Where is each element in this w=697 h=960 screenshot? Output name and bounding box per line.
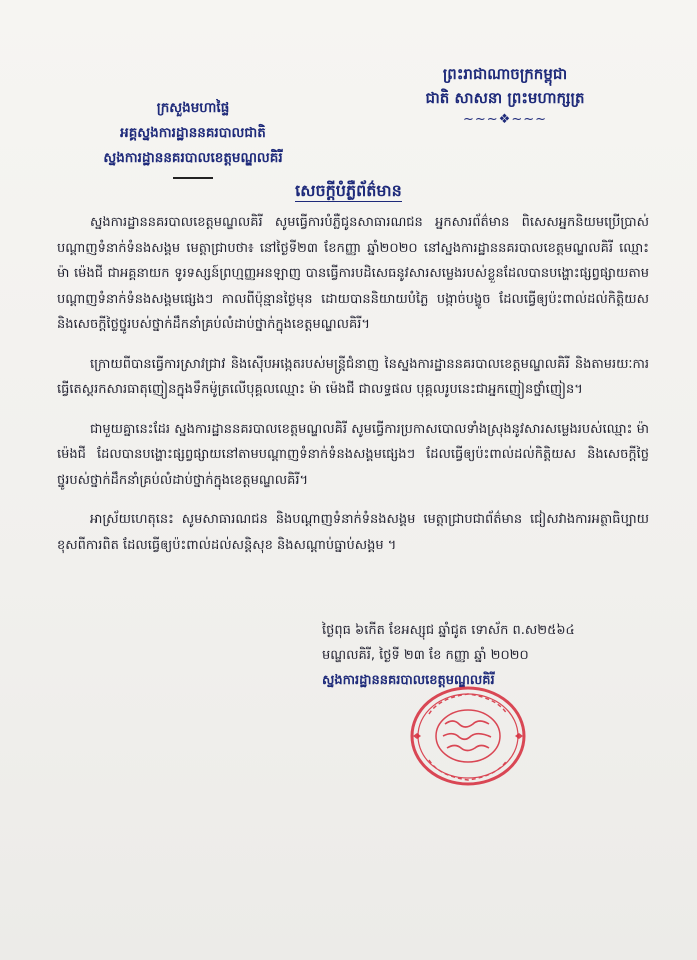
solar-date: មណ្ឌលគិរី, ថ្ងៃទី ២៣ ខែ កញ្ញា ឆ្នាំ ២០២០ bbox=[322, 648, 529, 663]
paragraph-3: ជាមួយគ្នានេះដែរ ស្នងការដ្ឋាននគរបាលខេត្តមណ្ឌលគិរី សូមធ្វើការប្រកាសបោលទាំងស្រុងនូវសារសម្លេងរបស់ឈ្មោះ ម៉ា ម៉េងជី ដែលបានបង្ហោះផ្សព្វផ្សាយនៅតាមបណ្តាញទំនាក់ទំនងសង្គមផ្សេងៗ ដែលធ្វើឲ្យប៉ះពាល់ដល់កិត្តិយស និងសេចក្តីថ្លៃថ្នូរបស់ថ្នាក់ដឹកនាំគ្រប់លំដាប់ថ្នាក់ក្នុងខេត្តមណ្ឌលគិរី។ bbox=[57, 421, 649, 488]
general-commissariat-name: អគ្គស្នងការដ្ឋាននគរបាលជាតិ bbox=[120, 125, 266, 141]
provincial-commissariat-name: ស្នងការដ្ឋាននគរបាលខេត្តមណ្ឌលគិរី bbox=[103, 150, 283, 166]
kingdom-header bbox=[410, 62, 600, 127]
paragraph-2: ក្រោយពីបានធ្វើការស្រាវជ្រាវ និងស៊ើបអង្កេតរបស់មន្ត្រីជំនាញ នៃស្នងការដ្ឋាននគរបាលខេត្តមណ្ឌលគិរី និងតាមរយៈការធ្វើតេស្តរកសារធាតុញៀនក្នុងទឹកម៉ូត្រលើបុគ្គលឈ្មោះ ម៉ា ម៉េងជី ជាលទ្ធផល បុគ្គលរូបនេះជាអ្នកញៀនថ្នាំញៀន។ bbox=[57, 356, 649, 397]
document-title: សេចក្តីបំភ្លឺព័ត៌មាន bbox=[295, 181, 402, 200]
signature-block bbox=[322, 618, 622, 693]
paragraph-1: ស្នងការដ្ឋាននគរបាលខេត្តមណ្ឌលគិរី សូមធ្វើការបំភ្លឺជូនសាធារណជន អ្នកសារព័ត៌មាន ពិសេសអ្នកនិយមប្រើប្រាស់បណ្តាញទំនាក់ទំនងសង្គម មេត្តាជ្រាបថា៖ នៅថ្ងៃទី២៣ ខែកញ្ញា ឆ្នាំ២០២០ នៅស្នងការដ្ឋាននគរបាលខេត្តមណ្ឌលគិរី ឈ្មោះ ម៉ា ម៉េងជី ជាអគ្គនាយក ទូរទស្សន៍ព្រហ្មញ្ញអនឡាញ បានធ្វើការបដិសេធនូវសារសម្លេងរបស់ខ្លួនដែលបានបង្ហោះផ្សព្វផ្សាយតាមបណ្តាញទំនាក់ទំនងសង្គមផ្សេងៗ កាលពីប៉ុន្មានថ្ងៃមុន ដោយបាននិយាយបំភ្លៃ បង្កាច់បង្ខូច ដែលធ្វើឲ្យប៉ះពាល់ដល់កិត្តិយស និងសេចក្តីថ្លៃថ្នូរបស់ថ្នាក់ដឹកនាំគ្រប់លំដាប់ថ្នាក់ក្នុងខេត្តមណ្ឌលគិរី។ bbox=[57, 215, 649, 332]
ministry-name: ក្រសួងមហាផ្ទៃ bbox=[156, 100, 230, 116]
lunar-date: ថ្ងៃពុធ ៦កើត ខែអស្សុជ ឆ្នាំជូត ទោស័ក ព.ស២៥៦៤ bbox=[322, 623, 575, 638]
official-seal-icon bbox=[407, 684, 529, 788]
ornament-icon: ~~~❖~~~ bbox=[462, 112, 547, 127]
national-motto: ជាតិ សាសនា ព្រះមហាក្សត្រ bbox=[425, 89, 585, 107]
signing-office: ស្នងការដ្ឋាននគរបាលខេត្តមណ្ឌលគិរី bbox=[322, 673, 495, 688]
document-body bbox=[57, 210, 649, 572]
issuing-authority bbox=[78, 96, 308, 179]
divider bbox=[173, 177, 213, 179]
paragraph-4: អាស្រ័យហេតុនេះ សូមសាធារណជន និងបណ្តាញទំនាក់ទំនងសង្គម មេត្តាជ្រាបជាព័ត៌មាន ជៀសវាងការអត្ថាធិប្បាយខុសពីការពិត ដែលធ្វើឲ្យប៉ះពាល់ដល់សន្តិសុខ និងសណ្តាប់ធ្នាប់សង្គម ។ bbox=[57, 512, 649, 553]
kingdom-name: ព្រះរាជាណាចក្រកម្ពុជា bbox=[442, 65, 568, 83]
document-title-wrap bbox=[0, 180, 697, 204]
